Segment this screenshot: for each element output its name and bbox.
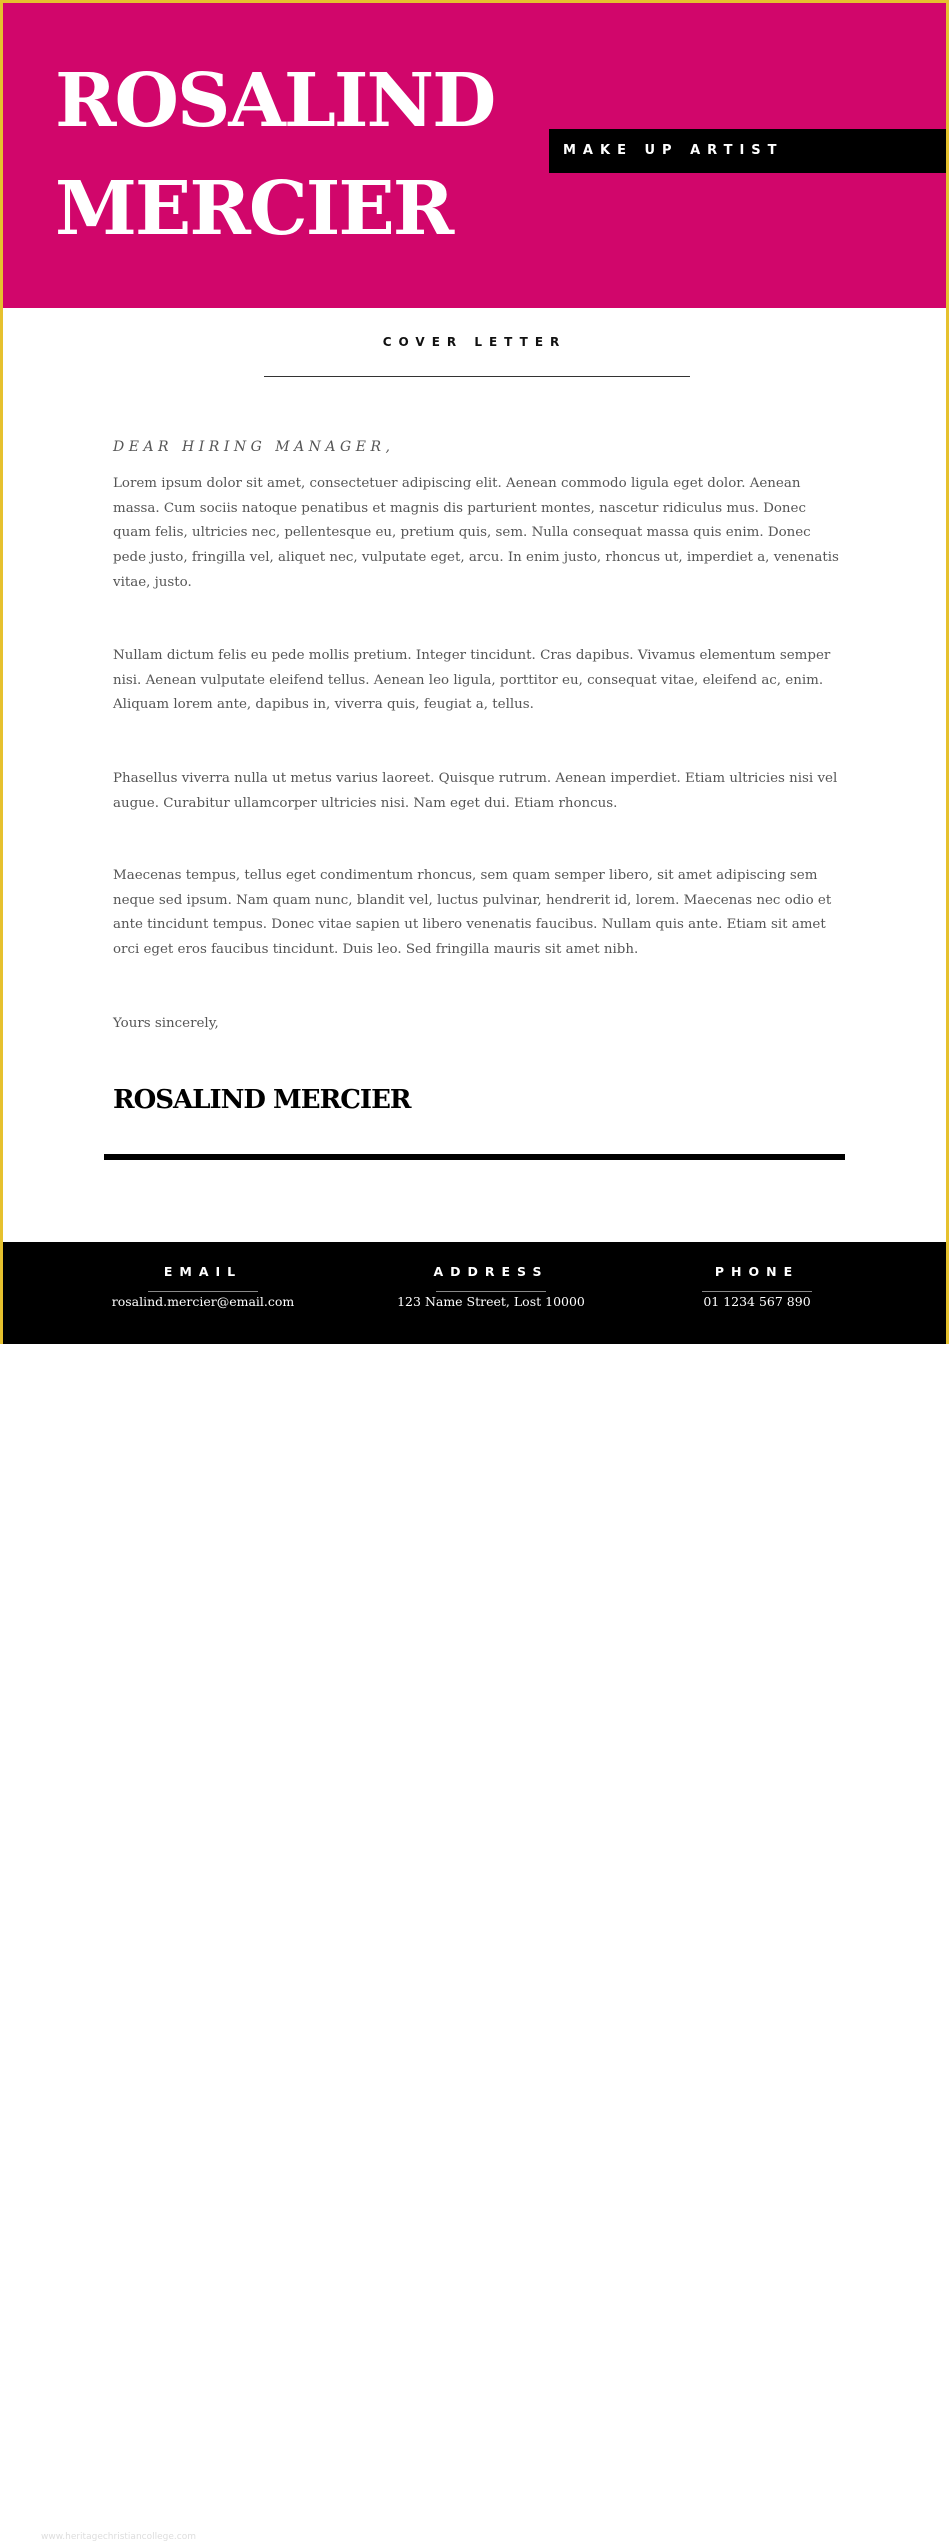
contact-phone: [657, 1242, 857, 1344]
letter-paragraph-3: Phasellus viverra nulla ut metus varius laoreet. Quisque rutrum. Aenean imperdiet. Etiam ultricies nisi vel augue. Curabitur ullamcorper ultricies nisi. Nam eget dui. Etiam rhoncus.: [113, 771, 838, 811]
first-name: ROSALIND: [55, 58, 495, 144]
salutation: DEAR HIRING MANAGER,: [113, 439, 395, 455]
address-divider: [436, 1291, 546, 1292]
letter-paragraph-1: Lorem ipsum dolor sit amet, consectetuer adipiscing elit. Aenean commodo ligula eget dolor. Aenean massa. Cum sociis natoque penatibus et magnis dis parturient montes, nascetur ridiculus mus. Donec quam felis, ultricies nec, pellentesque eu, pretium quis, sem. Nulla consequat massa quis enim. Donec pede justo, fringilla vel, aliquet nec, vulputate eget, arcu. In enim justo, rhoncus ut, imperdiet a, venenatis vitae, justo.: [113, 476, 839, 590]
header-banner: [3, 3, 946, 308]
heading-divider: [264, 376, 690, 377]
contact-email: [103, 1242, 303, 1344]
email-value[interactable]: rosalind.mercier@email.com: [111, 1294, 295, 1309]
phone-value[interactable]: 01 1234 567 890: [703, 1294, 811, 1309]
email-divider: [148, 1291, 258, 1292]
address-value: 123 Name Street, Lost 10000: [397, 1294, 585, 1309]
contact-address: [391, 1242, 591, 1344]
address-label: ADDRESS: [433, 1264, 549, 1279]
contact-footer: [3, 1242, 946, 2542]
signature-name: ROSALIND MERCIER: [113, 1085, 411, 1115]
phone-label: PHONE: [714, 1264, 800, 1279]
job-title: MAKE UP ARTIST: [563, 143, 784, 158]
letter-paragraph-2: Nullam dictum felis eu pede mollis pretium. Integer tincidunt. Cras dapibus. Vivamus elementum semper nisi. Aenean vulputate eleifend tellus. Aenean leo ligula, porttitor eu, consequat vitae, eleifend ac, enim. Aliquam lorem ante, dapibus in, viverra quis, feugiat a, tellus.: [113, 648, 831, 713]
phone-divider: [702, 1291, 812, 1292]
email-label: EMAIL: [163, 1264, 243, 1279]
job-title-bar: [549, 129, 946, 173]
signature-divider: [104, 1154, 845, 1160]
letter-paragraph-4: Maecenas tempus, tellus eget condimentum rhoncus, sem quam semper libero, sit amet adipiscing sem neque sed ipsum. Nam quam nunc, blandit vel, luctus pulvinar, hendrerit id, lorem. Maecenas nec odio et ante tincidunt tempus. Donec vitae sapien ut libero venenatis faucibus. Nullam quis ante. Etiam sit amet orci eget eros faucibus tincidunt. Duis leo. Sed fringilla mauris sit amet nibh.: [113, 868, 832, 958]
section-heading: COVER LETTER: [382, 335, 567, 349]
closing-line: Yours sincerely,: [113, 1016, 219, 1031]
watermark-text: www.heritagechristiancollege.com: [41, 2532, 196, 2542]
last-name: MERCIER: [55, 166, 453, 252]
